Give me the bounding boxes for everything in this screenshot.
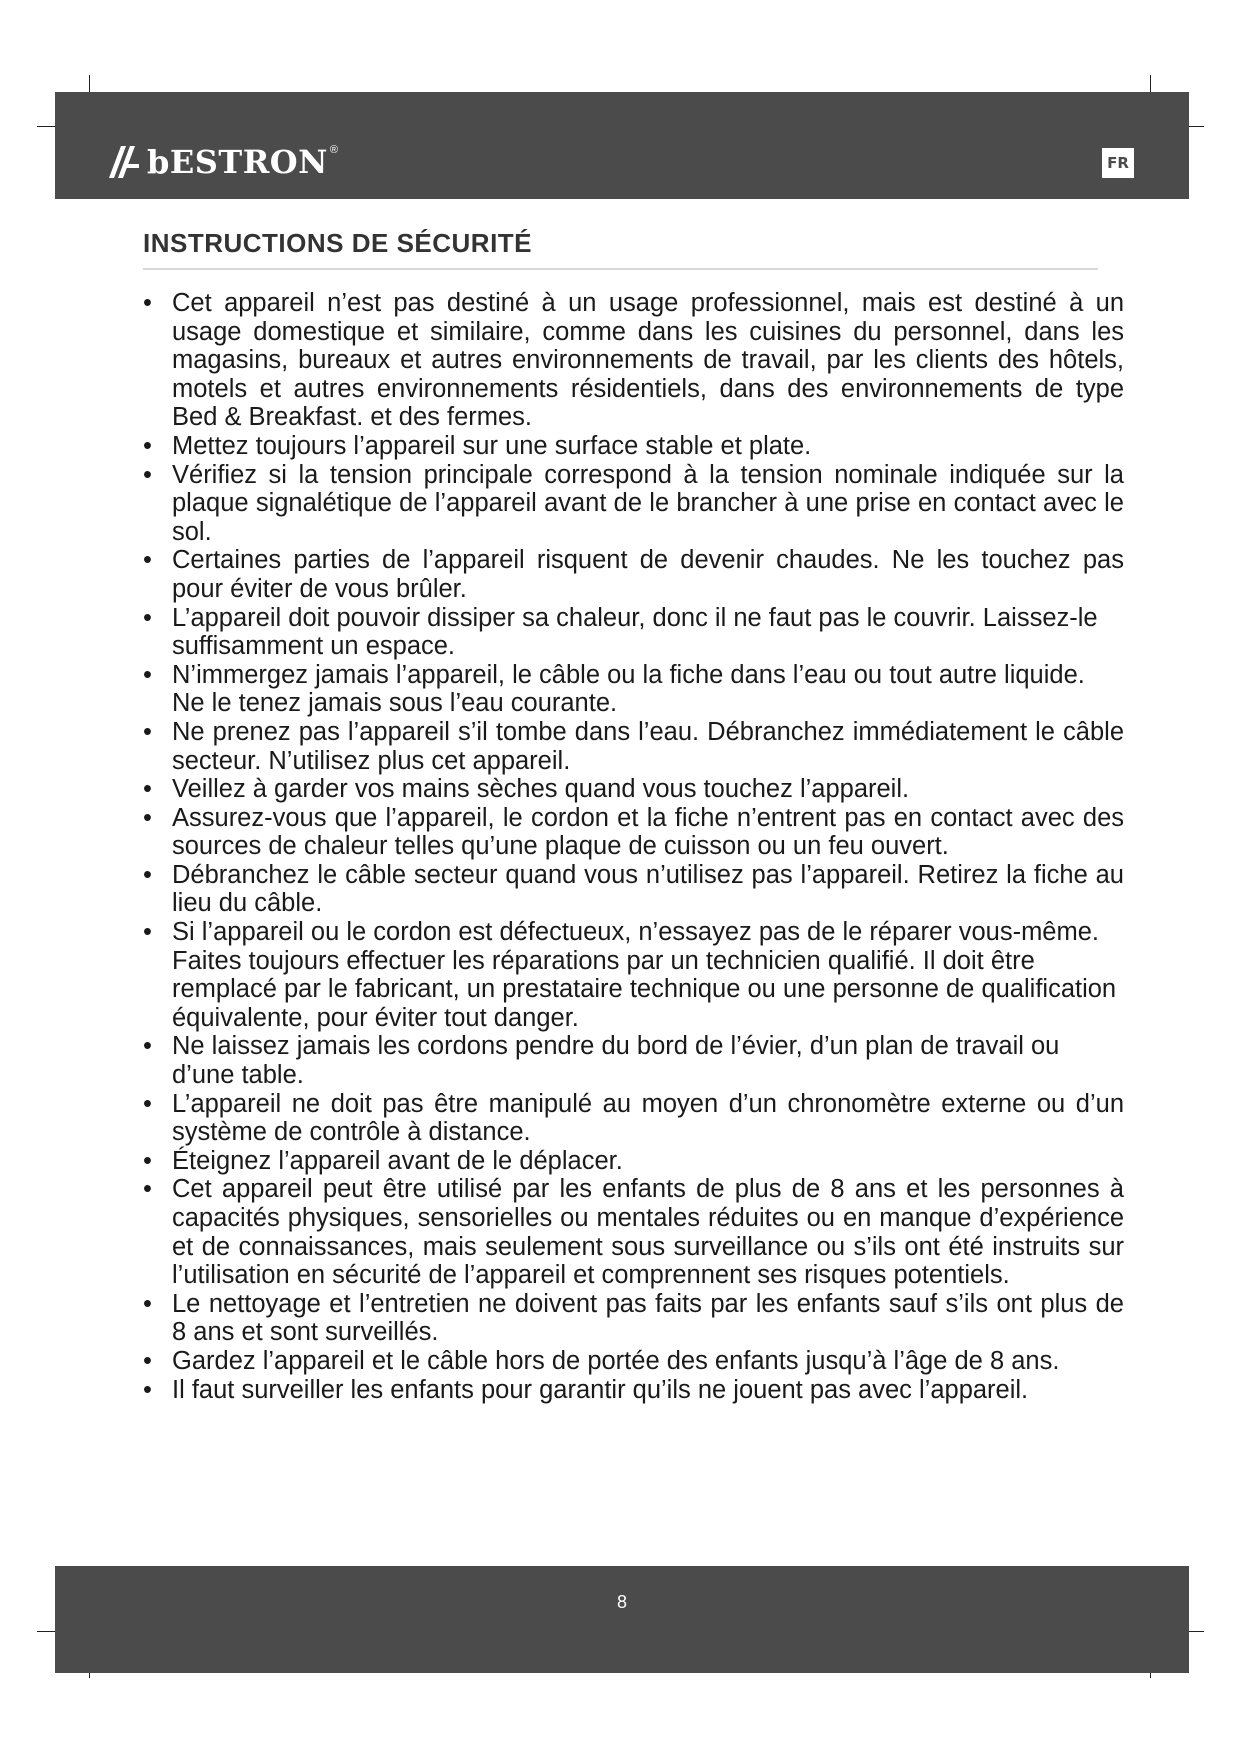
list-item-text: Gardez l’appareil et le câble hors de portée des enfants jusqu’à l’âge de 8 ans. [172,1346,1060,1375]
title-divider [143,268,1098,270]
bullet-icon: • [143,431,152,460]
list-item [143,289,1124,432]
list-item [143,804,1124,861]
list-item-text: Veillez à garder vos mains sèches quand vous touchez l’appareil. [172,775,910,804]
list-item [143,1032,1123,1089]
list-item [143,461,1124,547]
list-item [143,661,1123,718]
bullet-icon: • [143,1089,152,1118]
registered-mark: ® [329,144,339,156]
bullet-icon: • [143,1346,152,1375]
list-item-text: L’appareil doit pouvoir dissiper sa chaleur, donc il ne faut pas le couvrir. Laissez-le suffisamment un espace. [172,603,1098,661]
safety-instructions-list [143,289,1123,1404]
list-item-text: N’immergez jamais l’appareil, le câble ou la fiche dans l’eau ou tout autre liquide. Ne le tenez jamais sous l’eau courante. [172,660,1085,718]
bullet-icon: • [143,1146,152,1175]
bullet-icon: • [143,1289,152,1318]
list-item-text: Si l’appareil ou le cordon est défectueux, n’essayez pas de le réparer vous-même. Faites toujours effectuer les réparations par un technicien qualifié. Il doit être remplacé par le fabricant, un prestataire technique ou une personne de qualification équivalente, pour éviter tout danger. [172,918,1117,1032]
bullet-icon: • [143,860,152,889]
list-item-text: Assurez-vous que l’appareil, le cordon et la fiche n’entrent pas en contact avec des sources de chaleur telles qu’une plaque de cuisson ou un feu ouvert. [172,803,1124,861]
page-number: 8 [616,1592,627,1612]
bullet-icon: • [143,1032,152,1061]
list-item-text: Cet appareil peut être utilisé par les enfants de plus de 8 ans et les personnes à capacités physiques, sensorielles ou mentales réduites ou en manque d’expérience et de connaissances, mais seulement sous surveillance ou s’ils ont été instruits sur l’utilisation en sécurité de l’appareil et comprennent ses risques potentiels. [172,1175,1124,1290]
page-header [55,92,1189,199]
list-item [143,861,1124,918]
bullet-icon: • [143,660,152,689]
bullet-icon: • [143,289,152,317]
list-item-text: Vérifiez si la tension principale correspond à la tension nominale indiquée sur la plaque signalétique de l’appareil avant de le brancher à une prise en contact avec le sol. [172,460,1124,546]
page-footer [55,1566,1189,1673]
list-item-text: Le nettoyage et l’entretien ne doivent pas faits par les enfants sauf s’ils ont plus de 8 ans et sont surveillés. [172,1289,1124,1347]
list-item-text: Il faut surveiller les enfants pour garantir qu’ils ne jouent pas avec l’appareil. [172,1375,1029,1404]
list-item [143,1290,1124,1347]
list-item-text: Débranchez le câble secteur quand vous n’utilisez pas l’appareil. Retirez la fiche au lieu du câble. [172,860,1124,918]
list-item-text: Éteignez l’appareil avant de le déplacer. [172,1146,623,1175]
bullet-icon: • [143,803,152,832]
list-item [143,918,1123,1032]
bullet-icon: • [143,1175,152,1204]
list-item [143,1347,1123,1376]
bullet-icon: • [143,775,152,804]
list-item-text: Certaines parties de l’appareil risquent de devenir chaudes. Ne les touchez pas pour éviter de vous brûler. [172,546,1124,603]
list-item [143,1147,1123,1176]
list-item [143,546,1124,603]
page-title: INSTRUCTIONS DE SÉCURITÉ [143,228,533,258]
list-item [143,432,1123,461]
list-item-text: Ne prenez pas l’appareil s’il tombe dans l’eau. Débranchez immédiatement le câble secteur. N’utilisez plus cet appareil. [172,717,1124,775]
list-item-text: L’appareil ne doit pas être manipulé au moyen d’un chronomètre externe ou d’un système de contrôle à distance. [172,1089,1124,1147]
chevron-logo-icon [107,144,141,180]
language-badge: FR [1102,148,1134,178]
brand-logo [107,142,338,182]
brand-name: bESTRON [147,143,328,181]
list-item [143,775,1123,804]
bullet-icon: • [143,546,152,575]
list-item-text: Mettez toujours l’appareil sur une surface stable et plate. [172,431,812,460]
list-item [143,718,1124,775]
bullet-icon: • [143,918,152,947]
list-item [143,604,1123,661]
list-item [143,1376,1072,1405]
list-item-text: Cet appareil n’est pas destiné à un usage professionnel, mais est destiné à un usage domestique et similaire, comme dans les cuisines du personnel, dans les magasins, bureaux et autres environnements de travail, par les clients des hôtels, motels et autres environnements résidentiels, dans des environnements de type Bed & Breakfast. et des fermes. [172,289,1124,432]
bullet-icon: • [143,717,152,746]
list-item-text: Ne laissez jamais les cordons pendre du bord de l’évier, d’un plan de travail ou d’une table. [172,1032,1060,1090]
list-item [143,1175,1124,1289]
list-item [143,1090,1124,1147]
bullet-icon: • [143,460,152,489]
bullet-icon: • [143,1375,152,1404]
bullet-icon: • [143,603,152,632]
